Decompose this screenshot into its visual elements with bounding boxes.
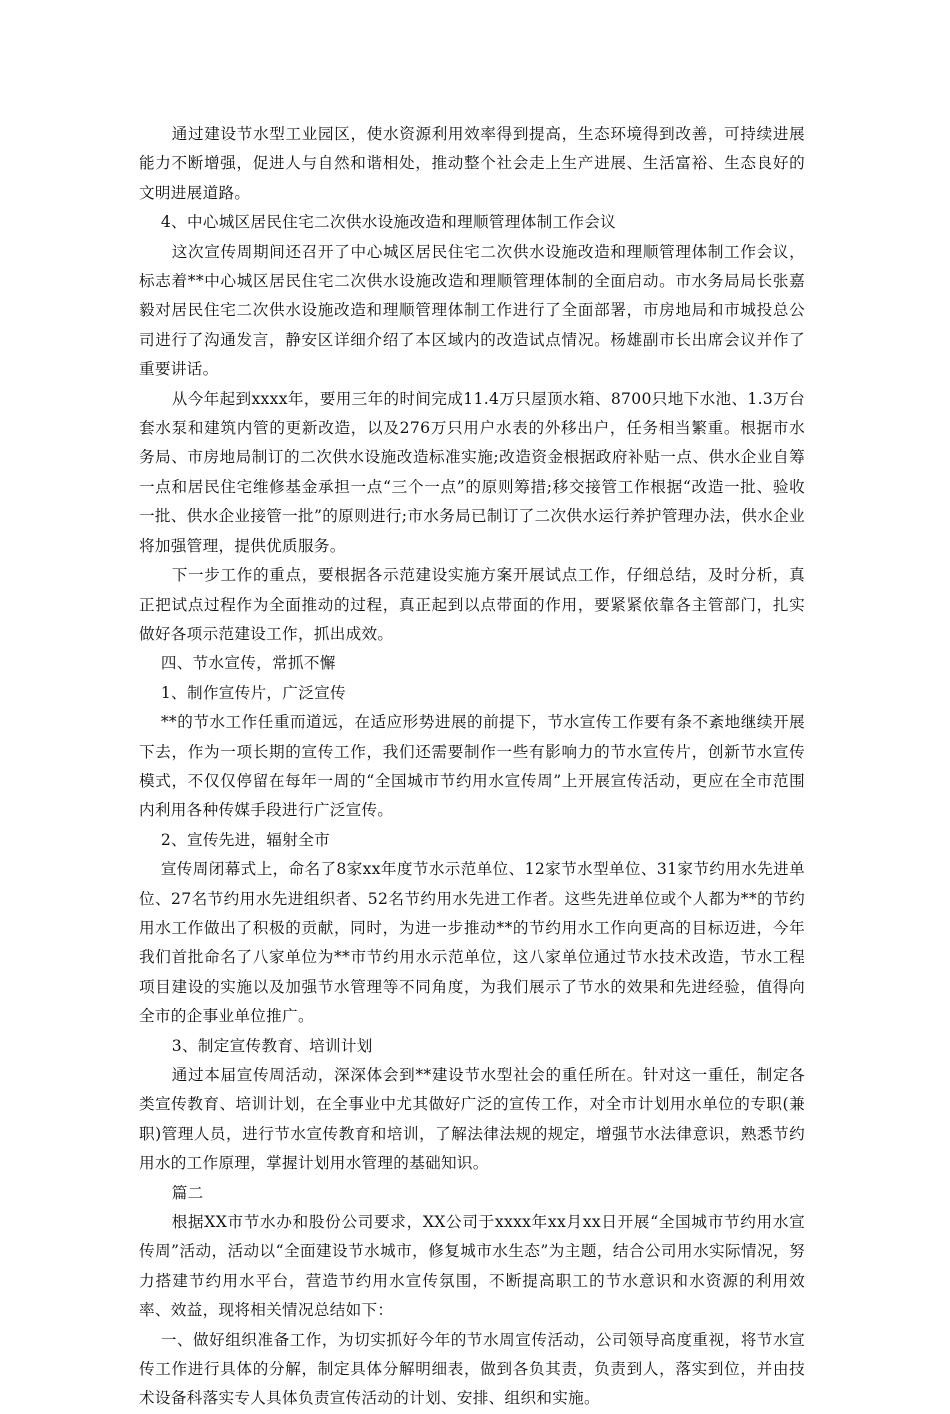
section-heading: 2、宣传先进，辐射全市: [160, 830, 330, 849]
paragraph: 一、做好组织准备工作，为切实抓好今年的节水周宣传活动，公司领导高度重视，将节水宣传工作进行具体的分解，制定具体分解明细表，做到各负其责，负责到人，落实到位，并由技术设备科落实专人具体负责宣传活动的计划、安排、组织和实施。: [139, 1330, 805, 1408]
part-heading: 篇二: [171, 1183, 204, 1202]
section-heading: 3、制定宣传教育、培训计划: [171, 1036, 373, 1055]
paragraph: 从今年起到xxxx年，要用三年的时间完成11.4万只屋顶水箱、8700只地下水池、1.3万台套水泵和建筑内管的更新改造，以及276万只用户水表的外移出户，任务相当繁重。根据市水务局、市房地局制订的二次供水设施改造标准实施;改造资金根据政府补贴一点、供水企业自筹一点和居民住宅维修基金承担一点“三个一点”的原则筹措;移交接管工作根据“改造一批、验收一批、供水企业接管一批”的原则进行;市水务局已制订了二次供水运行养护管理办法，供水企业将加强管理，提供优质服务。: [139, 389, 805, 555]
paragraph: 宣传周闭幕式上，命名了8家xx年度节水示范单位、12家节水型单位、31家节约用水先进单位、27名节约用水先进组织者、52名节约用水先进工作者。这些先进单位或个人都为**的节约用水工作做出了积极的贡献，同时，为进一步推动**的节约用水工作向更高的目标迈进，今年我们首批命名了八家单位为**市节约用水示范单位，这八家单位通过节水技术改造，节水工程项目建设的实施以及加强节水管理等不同角度，为我们展示了节水的效果和先进经验，值得向全市的企事业单位推广。: [139, 860, 805, 1026]
section-heading: 1、制作宣传片，广泛宣传: [160, 683, 346, 702]
paragraph: **的节水工作任重而道远，在适应形势进展的前提下，节水宣传工作要有条不紊地继续开展下去，作为一项长期的宣传工作，我们还需要制作一些有影响力的节水宣传片，创新节水宣传模式，不仅仅停留在每年一周的“全国城市节约用水宣传周”上开展宣传活动，更应在全市范围内利用各种传媒手段进行广泛宣传。: [139, 713, 805, 820]
section-heading: 4、中心城区居民住宅二次供水设施改造和理顺管理体制工作会议: [160, 213, 617, 232]
paragraph: 通过建设节水型工业园区，使水资源利用效率得到提高，生态环境得到改善，可持续进展能力不断增强，促进人与自然和谐相处，推动整个社会走上生产进展、生活富裕、生态良好的文明进展道路。: [139, 125, 805, 202]
paragraph: 根据XX市节水办和股份公司要求，XX公司于xxxx年xx月xx日开展“全国城市节约用水宣传周”活动，活动以“全面建设节水城市，修复城市水生态”为主题，结合公司用水实际情况，努力搭建节约用水平台，营造节约用水宣传氛围，不断提高职工的节水意识和水资源的利用效率、效益，现将相关情况总结如下：: [139, 1213, 805, 1320]
paragraph: 通过本届宣传周活动，深深体会到**建设节水型社会的重任所在。针对这一重任，制定各类宣传教育、培训计划，在全事业中尤其做好广泛的宣传工作，对全市计划用水单位的专职(兼职)管理人员，进行节水宣传教育和培训，了解法律法规的规定，增强节水法律意识，熟悉节约用水的工作原理，掌握计划用水管理的基础知识。: [139, 1066, 805, 1173]
paragraph: 这次宣传周期间还召开了中心城区居民住宅二次供水设施改造和理顺管理体制工作会议，标志着**中心城区居民住宅二次供水设施改造和理顺管理体制的全面启动。市水务局局长张嘉毅对居民住宅二次供水设施改造和理顺管理体制工作进行了全面部署，市房地局和市城投总公司进行了沟通发言，静安区详细介绍了本区域内的改造试点情况。杨雄副市长出席会议并作了重要讲话。: [139, 242, 805, 379]
document-body: [139, 120, 805, 1414]
section-heading: 四、节水宣传，常抓不懈: [160, 654, 336, 673]
paragraph: 下一步工作的重点，要根据各示范建设实施方案开展试点工作，仔细总结，及时分析，真正把试点过程作为全面推动的过程，真正起到以点带面的作用，要紧紧依靠各主管部门，扎实做好各项示范建设工作，抓出成效。: [139, 566, 805, 643]
